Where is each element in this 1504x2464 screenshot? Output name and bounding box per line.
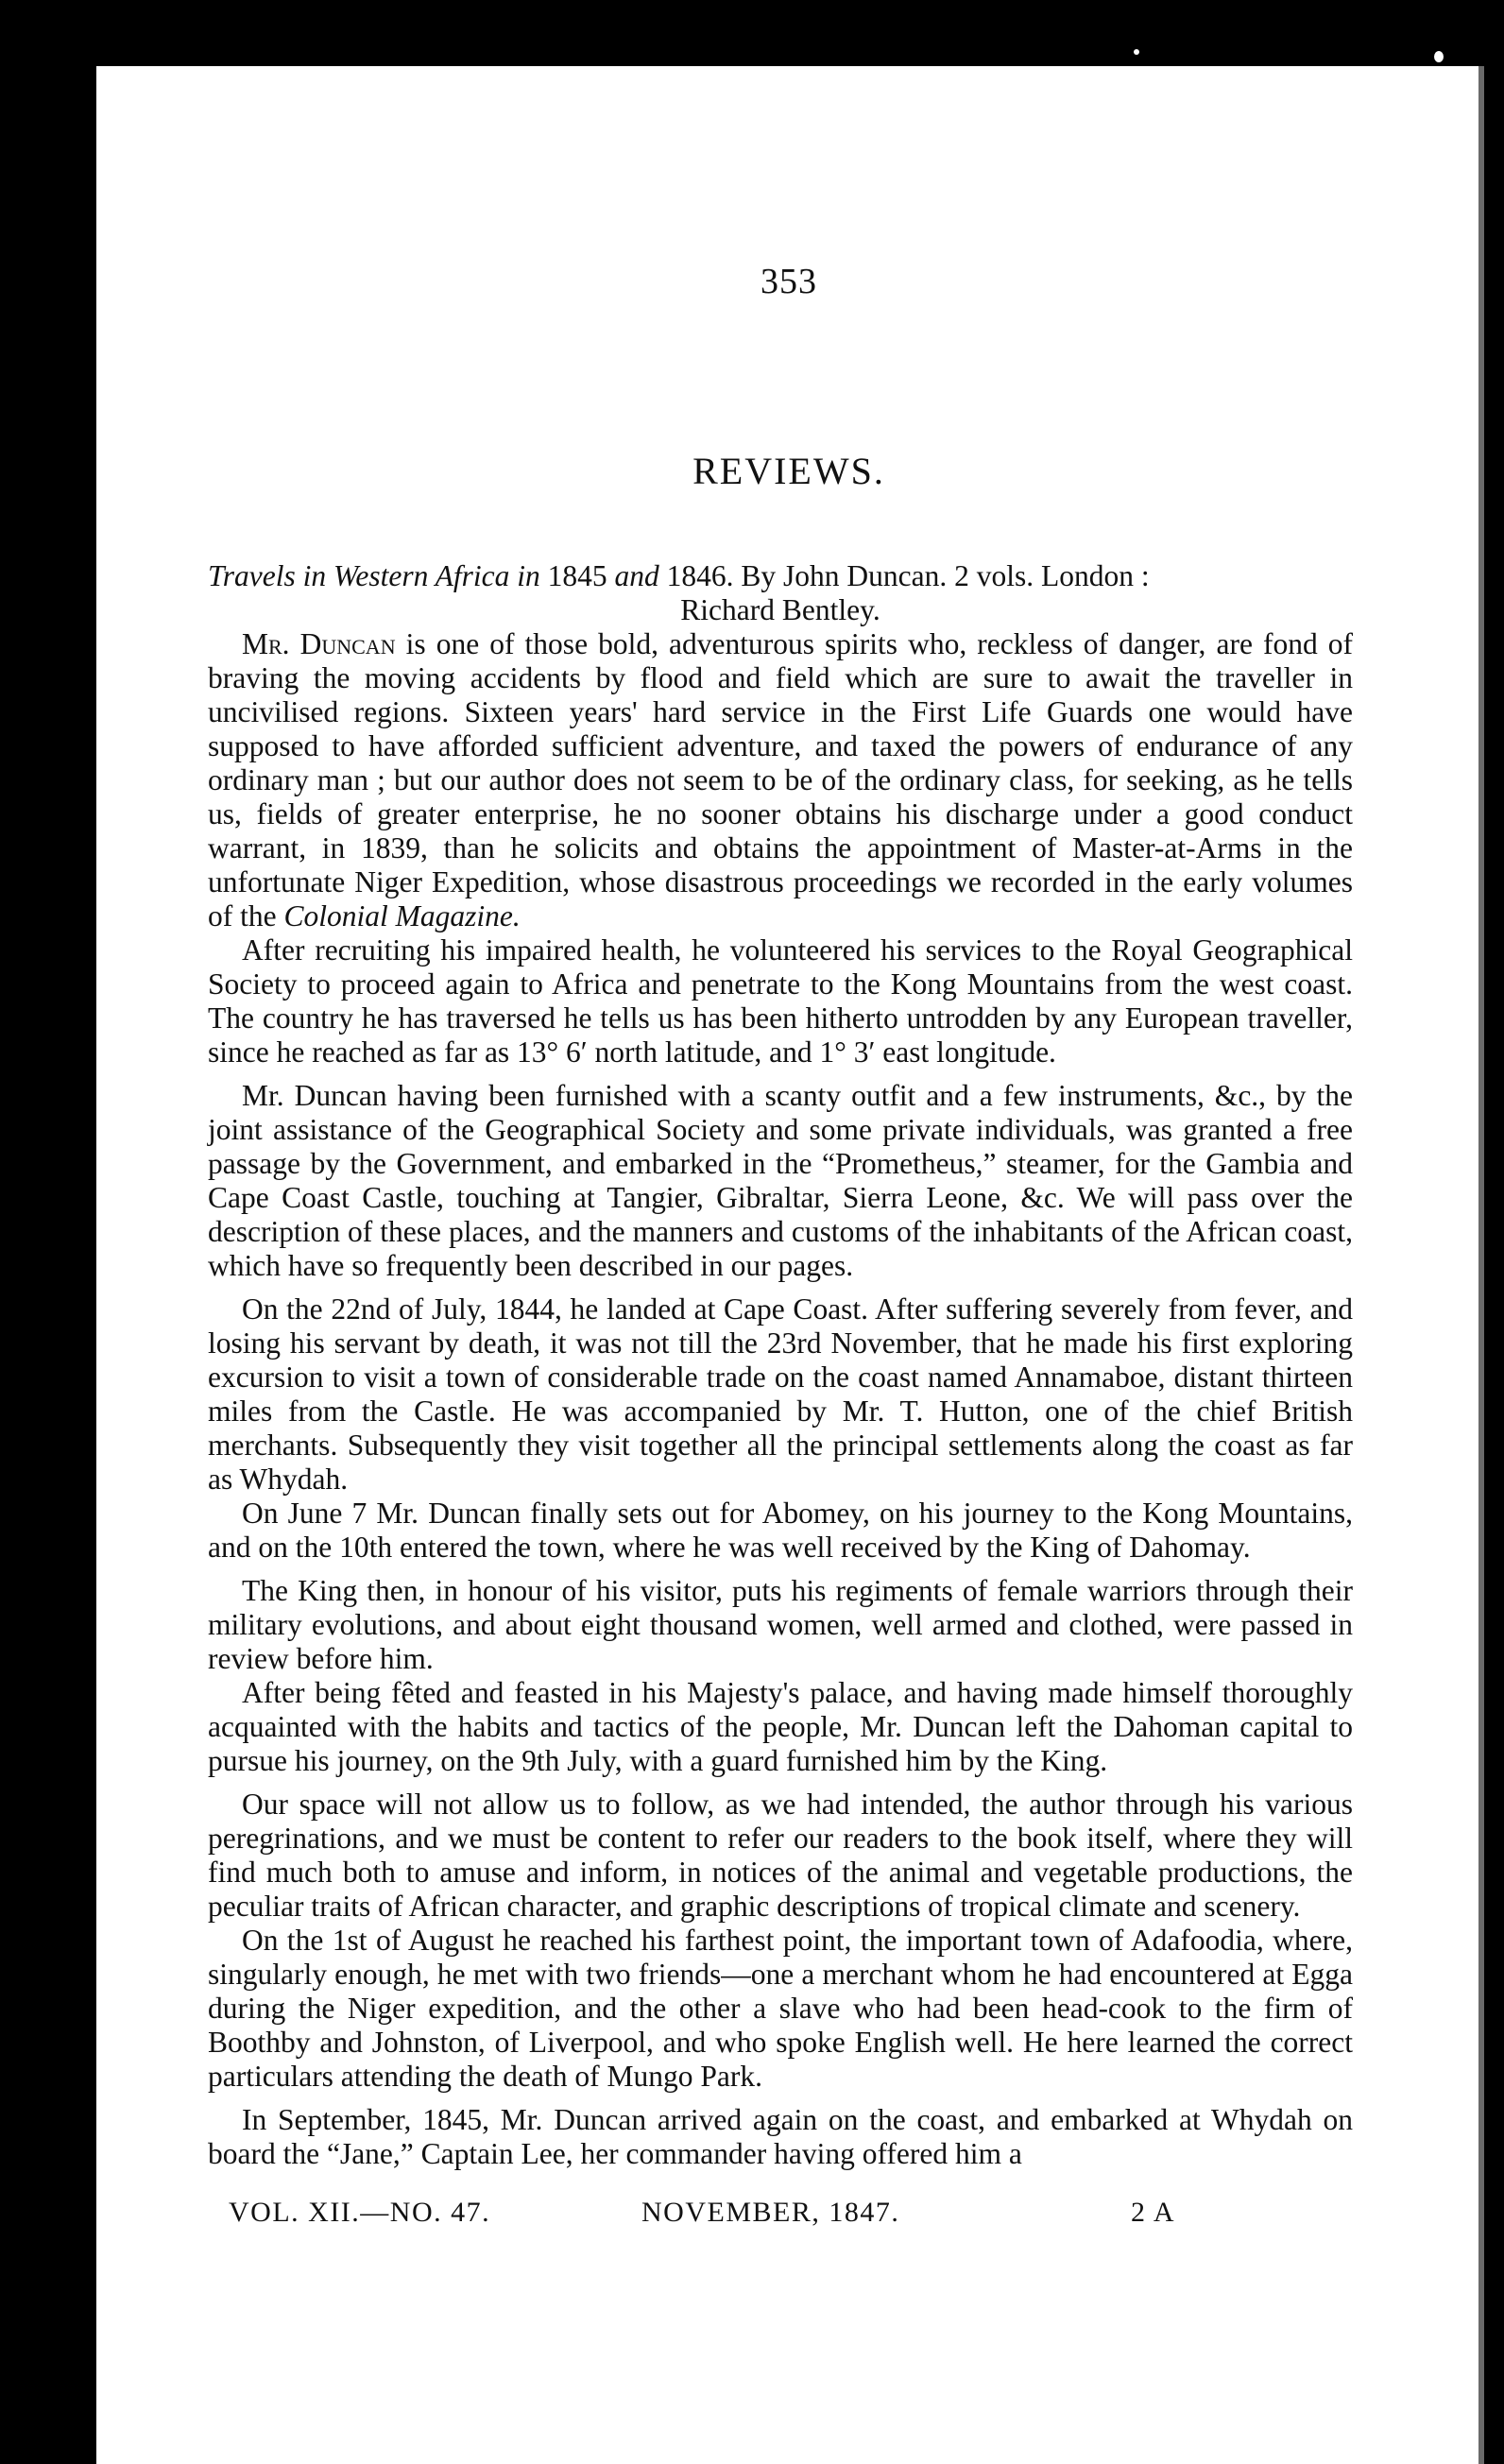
paragraph-5: On June 7 Mr. Duncan finally sets out for Abomey, on his journey to the Kong Mountains, and on the 10th entered the town, where he was well received by the King of Dahomay. bbox=[208, 1497, 1353, 1564]
book-citation bbox=[208, 559, 1353, 627]
scan-speck bbox=[1434, 51, 1444, 62]
paragraph-3: Mr. Duncan having been furnished with a scanty outfit and a few instruments, &c., by the joint assistance of the Geographical Society and some private individuals, was granted a free passage by the Government, and embarked in the “Prometheus,” steamer, for the Gambia and Cape Coast Castle, touching at Tangier, Gibraltar, Sierra Leone, &c. We will pass over the description of these places, and the manners and customs of the inhabitants of the African coast, which have so frequently been described in our pages. bbox=[208, 1079, 1353, 1282]
paragraph-10: In September, 1845, Mr. Duncan arrived again on the coast, and embarked at Whydah on board the “Jane,” Captain Lee, her commander having offered him a bbox=[208, 2103, 1353, 2170]
book-page bbox=[96, 66, 1481, 2464]
citation-and: and bbox=[614, 559, 659, 592]
footer-signature: 2 A bbox=[1131, 2197, 1176, 2228]
footer-volume: VOL. XII.—NO. 47. bbox=[229, 2197, 491, 2228]
citation-year: 1845 bbox=[547, 559, 607, 592]
footer-date: NOVEMBER, 1847. bbox=[641, 2197, 900, 2228]
review-text bbox=[208, 559, 1353, 2171]
paragraph-2: After recruiting his impaired health, he volunteered his services to the Royal Geographical Society to proceed again to Africa and penetrate to the Kong Mountains from the west coast. The country he has traversed he tells us has been hitherto untrodden by any European traveller, since he reached as far as 13° 6′ north latitude, and 1° 3′ east longitude. bbox=[208, 933, 1353, 1069]
citation-details: By John Duncan. 2 vols. London : bbox=[741, 559, 1150, 592]
paragraph-6: The King then, in honour of his visitor, puts his regiments of female warriors through their military evolutions, and about eight thousand women, well armed and clothed, were passed in review before him. bbox=[208, 1574, 1353, 1675]
page-edge-shadow bbox=[1478, 66, 1484, 2464]
magazine-title: Colonial Magazine. bbox=[283, 899, 521, 933]
page-number: 353 bbox=[761, 262, 817, 301]
paragraph-9: On the 1st of August he reached his farthest point, the important town of Adafoodia, where, singularly enough, he met with two friends—one a merchant whom he had encountered at Egga during the Niger expedition, and the other a slave who had been head-cook to the firm of Boothby and Johnston, of Liverpool, and who spoke English well. He here learned the correct particulars attending the death of Mungo Park. bbox=[208, 1924, 1353, 2093]
paragraph-4: On the 22nd of July, 1844, he landed at Cape Coast. After suffering severely from fever, and losing his servant by death, it was not till the 23rd November, that he made his first exploring excursion to visit a town of considerable trade on the coast named Annamaboe, distant thirteen miles from the Castle. He was accompanied by Mr. T. Hutton, one of the chief British merchants. Subsequently they visit together all the principal settlements along the coast as far as Whydah. bbox=[208, 1292, 1353, 1496]
paragraph-text: is one of those bold, adventurous spirits who, reckless of danger, are fond of braving the moving accidents by flood and field which are sure to await the traveller in uncivilised regions. Sixteen years' hard service in the First Life Guards one would have supposed to have afforded sufficient adventure, and taxed the powers of endurance of any ordinary man ; but our author does not seem to be of the ordinary class, for seeking, as he tells us, fields of greater enterprise, he no sooner obtains his discharge under a good conduct warrant, in 1839, than he solicits and obtains the appointment of Master-at-Arms in the unfortunate Niger Expedition, whose disastrous proceedings we recorded in the early volumes of the bbox=[208, 627, 1354, 933]
citation-year2: 1846. bbox=[666, 559, 734, 592]
scan-speck bbox=[1134, 49, 1139, 55]
citation-publisher: Richard Bentley. bbox=[680, 593, 880, 626]
paragraph-7: After being fêted and feasted in his Majesty's palace, and having made himself thoroughly acquainted with the habits and tactics of the people, Mr. Duncan left the Dahoman capital to pursue his journey, on the 9th July, with a guard furnished him by the King. bbox=[208, 1676, 1353, 1777]
paragraph-8: Our space will not allow us to follow, as we had intended, the author through his various peregrinations, and we must be content to refer our readers to the book itself, where they will find much both to amuse and inform, in notices of the animal and vegetable productions, the peculiar traits of African character, and graphic descriptions of tropical climate and scenery. bbox=[208, 1788, 1353, 1923]
paragraph-1 bbox=[208, 627, 1353, 933]
citation-title: Travels in Western Africa in bbox=[208, 559, 540, 592]
section-heading: REVIEWS. bbox=[692, 450, 885, 492]
paragraph-lead: Mr. Duncan bbox=[242, 627, 396, 660]
